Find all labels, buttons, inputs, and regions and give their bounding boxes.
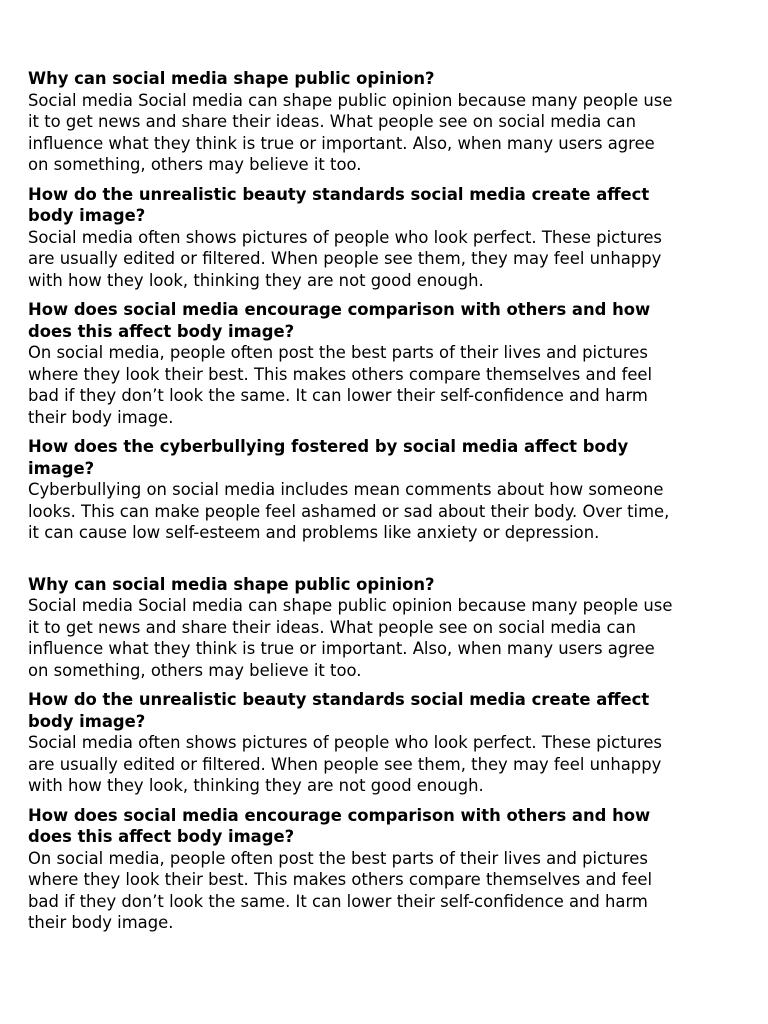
question-heading: How does social media encourage comparison with others and how does this affect body image? [28,300,651,341]
qa-section-1 [28,68,748,544]
qa-block [28,299,748,428]
question-heading: How do the unrealistic beauty standards social media create affect body image? [28,184,650,225]
qa-block [28,689,748,797]
qa-section-2 [28,574,748,934]
question-heading: Why can social media shape public opinion? [28,69,435,88]
answer-paragraph: Social media often shows pictures of people who look perfect. These pictures are usually edited or filtered. When people see them, they may feel unhappy with how they look, thinking they are not good enough. [28,227,662,290]
question-heading: How does the cyberbullying fostered by social media affect body image? [28,437,629,478]
answer-paragraph: Social media Social media can shape public opinion because many people use it to get news and share their ideas. What people see on social media can influence what they think is true or important. Also, when many users agree on something, others may believe it too. [28,596,673,680]
answer-paragraph: On social media, people often post the best parts of their lives and pictures where they look their best. This makes others compare themselves and feel bad if they don’t look the same. It can lower their self-confidence and harm their body image. [28,848,653,932]
qa-block [28,805,748,934]
document-page [28,68,748,942]
question-heading: How does social media encourage comparison with others and how does this affect body image? [28,805,651,846]
answer-paragraph: Social media often shows pictures of people who look perfect. These pictures are usually edited or filtered. When people see them, they may feel unhappy with how they look, thinking they are not good enough. [28,733,662,795]
qa-block [28,68,748,176]
question-heading: How do the unrealistic beauty standards social media create affect body image? [28,690,650,731]
answer-paragraph: Social media Social media can shape public opinion because many people use it to get news and share their ideas. What people see on social media can influence what they think is true or important. Also, when many users agree on something, others may believe it too. [28,90,673,174]
answer-paragraph: On social media, people often post the best parts of their lives and pictures where they look their best. This makes others compare themselves and feel bad if they don’t look the same. It can lower their self-confidence and harm their body image. [28,343,653,427]
qa-block [28,574,748,682]
qa-block [28,184,748,292]
question-heading: Why can social media shape public opinion? [28,574,435,594]
answer-paragraph: Cyberbullying on social media includes mean comments about how someone looks. This can make people feel ashamed or sad about their body. Over time, it can cause low self-esteem and problems like anxiety or depression. [28,480,670,542]
qa-block [28,436,748,544]
